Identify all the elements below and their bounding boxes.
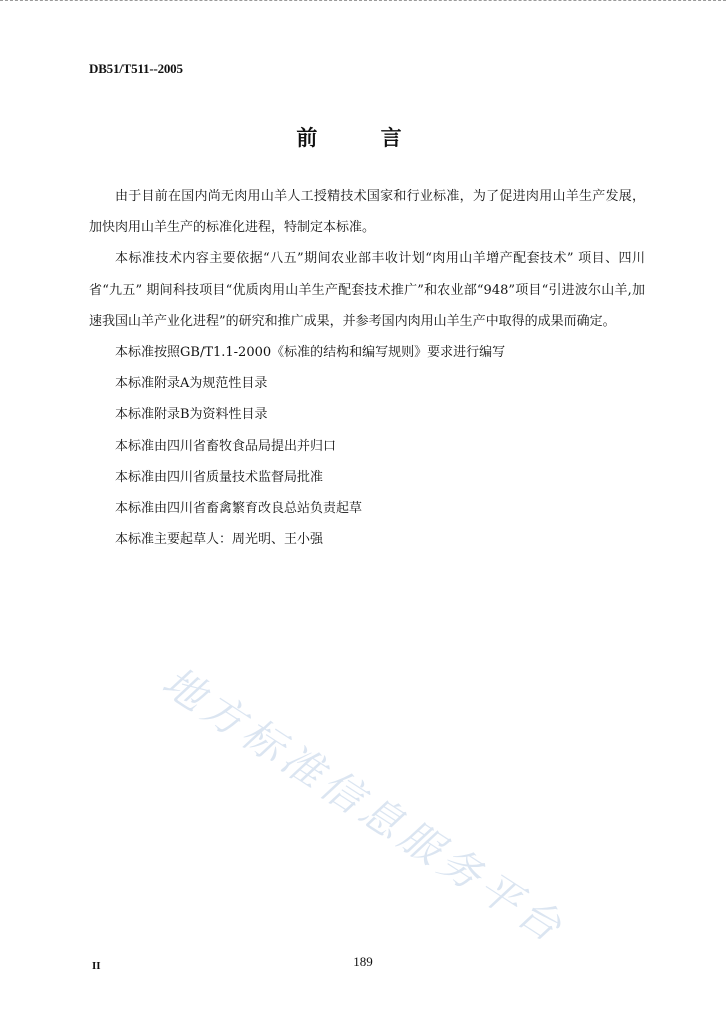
paragraph-drafting-rules: 本标准按照GB/T1.1-2000《标准的结构和编写规则》要求进行编写	[115, 345, 506, 361]
document-code: DB51/T511--2005	[89, 61, 183, 76]
paragraph-appendix-a: 本标准附录A为规范性目录	[115, 376, 268, 392]
paragraph-technical-basis: 本标准技术内容主要依据“八五”期间农业部丰收计划“肉用山羊增产配套技术” 项目、四川省“九五” 期间科技项目“优质肉用山羊生产配套技术推广”和农业部“948”项目“引进波尔山羊,加速我国山羊产业化进程”的研究和推广成果，并参考国内肉用山羊生产中取得的成果而确定。	[89, 251, 645, 329]
paragraph-proposer: 本标准由四川省畜牧食品局提出并归口	[115, 438, 337, 454]
top-scan-rule	[0, 0, 726, 2]
page-number: 189	[353, 954, 373, 969]
paragraph-intro: 由于目前在国内尚无肉用山羊人工授精技术国家和行业标准，为了促进肉用山羊生产发展，加快肉用山羊生产的标准化进程，特制定本标准。	[89, 189, 645, 236]
roman-page-label: II	[92, 960, 101, 972]
paragraph-appendix-b: 本标准附录B为资料性目录	[115, 407, 268, 423]
foreword-body	[89, 181, 645, 555]
paragraph-drafters: 本标准主要起草人：周光明、王小强	[115, 532, 324, 548]
watermark-text: 地方标准信息服务平台	[153, 657, 575, 954]
paragraph-approver: 本标准由四川省质量技术监督局批准	[115, 469, 324, 485]
page-title: 前 言	[296, 125, 430, 150]
paragraph-drafting-unit: 本标准由四川省畜禽繁育改良总站负责起草	[115, 501, 363, 517]
